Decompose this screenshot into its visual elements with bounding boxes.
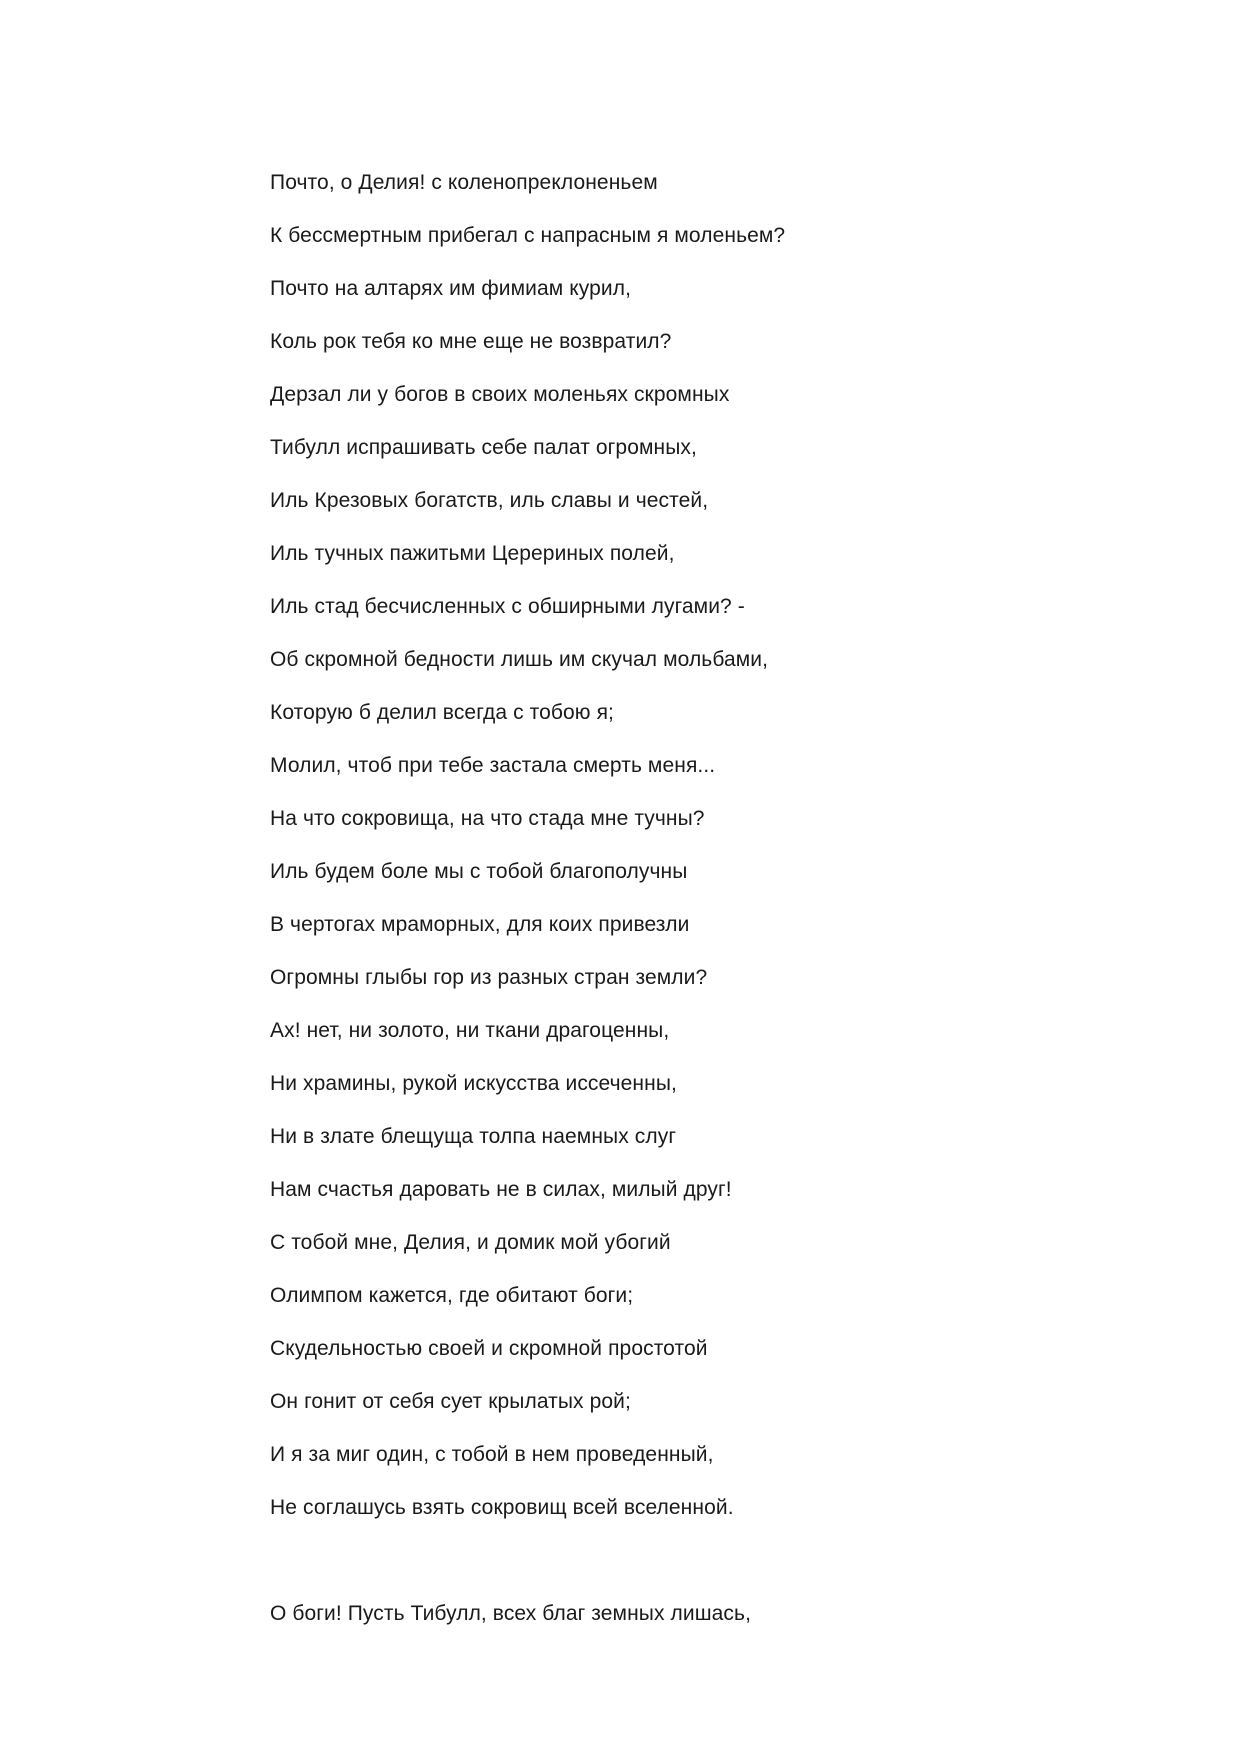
poem-line: Не соглашусь взять сокровищ всей вселенной. — [270, 1496, 734, 1519]
poem-line: Ни храмины, рукой искусства иссеченны, — [270, 1072, 677, 1095]
poem-line: Огромны глыбы гор из разных стран земли? — [270, 966, 708, 989]
poem-line: Об скромной бедности лишь им скучал мольбами, — [270, 648, 769, 671]
poem-line: И я за миг один, с тобой в нем проведенный, — [270, 1443, 714, 1466]
poem-line: Нам счастья даровать не в силах, милый друг! — [270, 1178, 732, 1201]
poem-line: В чертогах мраморных, для коих привезли — [270, 913, 690, 936]
stanza-separator — [270, 1550, 1170, 1603]
poem-line: Почто на алтарях им фимиам курил, — [270, 277, 632, 300]
poem-line: Олимпом кажется, где обитают боги; — [270, 1284, 634, 1307]
poem-line: Молил, чтоб при тебе застала смерть меня... — [270, 754, 716, 777]
poem-line: Иль стад бесчисленных с обширными лугами? - — [270, 595, 745, 618]
poem-line: Он гонит от себя сует крылатых рой; — [270, 1390, 631, 1413]
poem-line: Иль будем боле мы с тобой благополучны — [270, 860, 688, 883]
poem-line: Ни в злате блещуща толпа наемных слуг — [270, 1125, 677, 1148]
poem-line: Коль рок тебя ко мне еще не возвратил? — [270, 330, 672, 353]
poem-line: Скудельностью своей и скромной простотой — [270, 1337, 708, 1360]
stanza-2 — [270, 1603, 1170, 1656]
poem-line: Тибулл испрашивать себе палат огромных, — [270, 436, 697, 459]
poem-line: Иль Крезовых богатств, иль славы и честей, — [270, 489, 709, 512]
poem-line: Ах! нет, ни золото, ни ткани драгоценны, — [270, 1019, 670, 1042]
poem-line: На что сокровища, на что стада мне тучны? — [270, 807, 705, 830]
poem-line: Почто, о Делия! с коленопреклоненьем — [270, 171, 658, 194]
poem-line: О боги! Пусть Тибулл, всех благ земных лишась, — [270, 1602, 752, 1625]
poem-text — [270, 172, 1170, 1656]
poem-line: Дерзал ли у богов в своих моленьях скромных — [270, 383, 730, 406]
poem-line: С тобой мне, Делия, и домик мой убогий — [270, 1231, 671, 1254]
poem-line: Которую б делил всегда с тобою я; — [270, 701, 614, 724]
poem-line: Иль тучных пажитьми Церериных полей, — [270, 542, 675, 565]
poem-line: К бессмертным прибегал с напрасным я моленьем? — [270, 224, 786, 247]
stanza-1 — [270, 172, 1170, 1550]
